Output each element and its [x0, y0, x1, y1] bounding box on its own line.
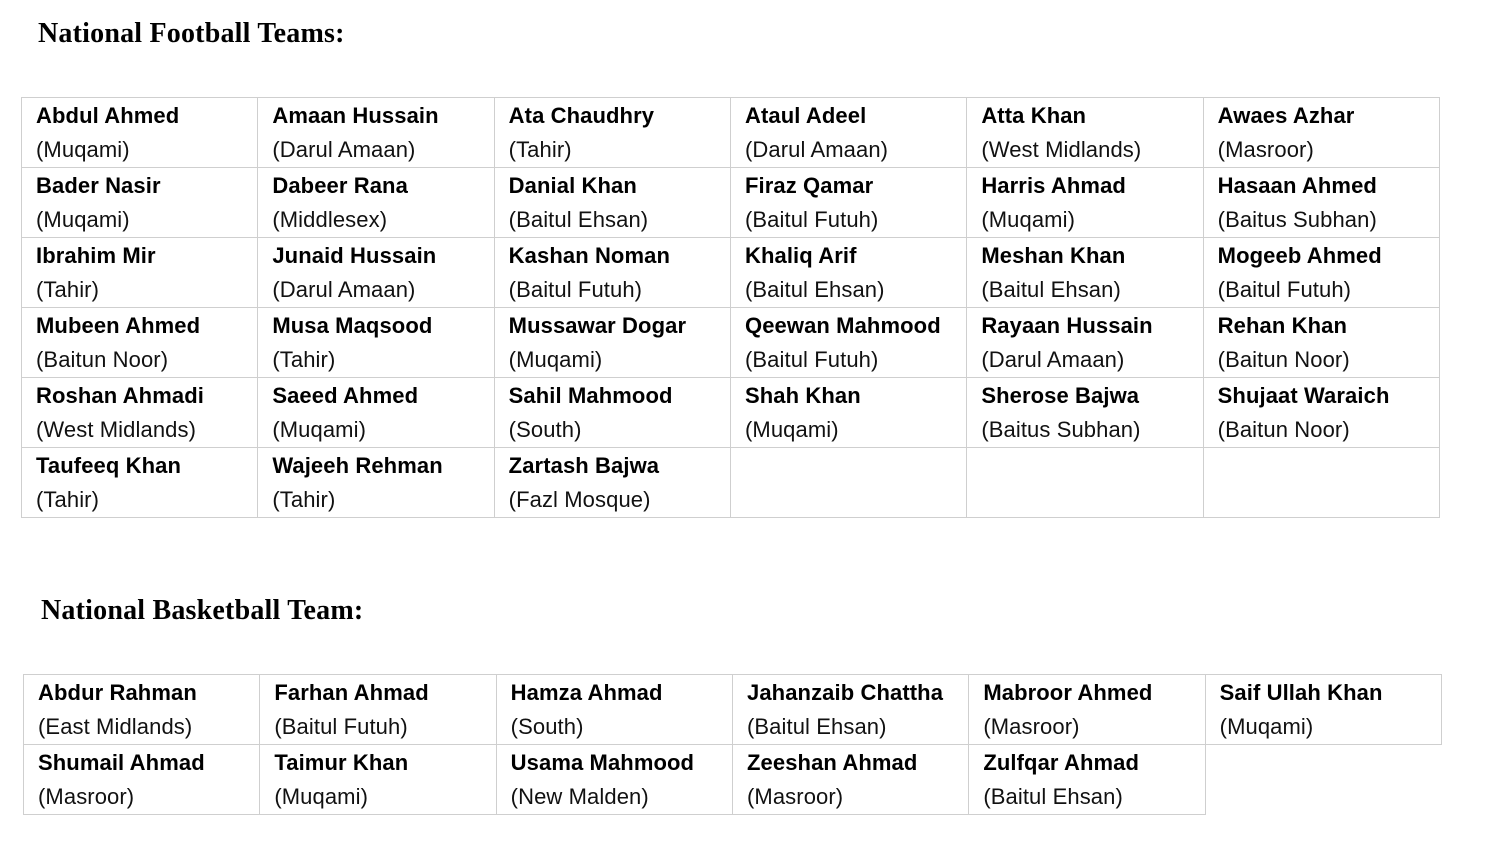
player-cell [258, 168, 494, 238]
player-cell [1203, 168, 1439, 238]
empty-cell [1205, 745, 1441, 815]
player-cell [260, 745, 496, 815]
player-name: Awaes Azhar [1217, 103, 1355, 128]
player-name: Sahil Mahmood [508, 383, 673, 408]
player-cell [22, 98, 258, 168]
player-cell [494, 448, 730, 518]
player-name: Mussawar Dogar [508, 313, 687, 338]
player-branch: (Baitul Ehsan) [746, 714, 887, 739]
table-row [22, 238, 1440, 308]
player-cell [730, 308, 966, 378]
player-name: Qeewan Mahmood [744, 313, 941, 338]
player-name: Hamza Ahmad [510, 680, 663, 705]
player-branch: (Baitun Noor) [1217, 417, 1350, 442]
player-name: Roshan Ahmadi [36, 383, 204, 408]
player-cell [258, 98, 494, 168]
player-name: Atta Khan [981, 103, 1087, 128]
player-branch: (Muqami) [508, 347, 603, 372]
player-branch: (Baitul Ehsan) [508, 207, 649, 232]
player-branch: (Muqami) [36, 207, 130, 232]
player-branch: (Baitul Ehsan) [744, 277, 885, 302]
player-name: Ataul Adeel [744, 103, 867, 128]
player-name: Mabroor Ahmed [983, 680, 1153, 705]
blank-cell [1203, 448, 1439, 518]
player-branch: (Middlesex) [272, 207, 388, 232]
football-teams-heading: National Football Teams: [38, 18, 345, 49]
player-name: Saif Ullah Khan [1219, 680, 1383, 705]
player-name: Shujaat Waraich [1217, 383, 1390, 408]
player-name: Abdur Rahman [38, 680, 197, 705]
player-name: Musa Maqsood [272, 313, 433, 338]
player-branch: (South) [508, 417, 582, 442]
player-branch: (Fazl Mosque) [508, 487, 651, 512]
player-cell [730, 238, 966, 308]
player-cell [494, 238, 730, 308]
player-name: Zeeshan Ahmad [746, 750, 918, 775]
player-cell [258, 308, 494, 378]
player-cell [1205, 675, 1441, 745]
player-cell [258, 378, 494, 448]
player-branch: (Tahir) [272, 347, 336, 372]
player-cell [24, 675, 260, 745]
player-name: Firaz Qamar [744, 173, 874, 198]
player-cell [1203, 98, 1439, 168]
basketball-team-heading: National Basketball Team: [41, 595, 364, 626]
player-name: Rehan Khan [1217, 313, 1347, 338]
table-row [22, 448, 1440, 518]
player-name: Wajeeh Rehman [272, 453, 443, 478]
player-cell [730, 168, 966, 238]
player-cell [22, 378, 258, 448]
player-name: Shumail Ahmad [38, 750, 205, 775]
player-branch: (Masroor) [746, 784, 844, 809]
player-cell [967, 378, 1203, 448]
player-cell [22, 168, 258, 238]
table-row [24, 675, 1442, 745]
player-branch: (Masroor) [983, 714, 1080, 739]
player-name: Saeed Ahmed [272, 383, 419, 408]
player-branch: (Muqami) [36, 137, 130, 162]
player-cell [22, 448, 258, 518]
player-branch: (Muqami) [272, 417, 367, 442]
player-name: Shah Khan [744, 383, 861, 408]
player-name: Ibrahim Mir [36, 243, 156, 268]
player-branch: (Tahir) [36, 487, 100, 512]
blank-cell [967, 448, 1203, 518]
player-cell [730, 98, 966, 168]
player-cell [494, 168, 730, 238]
player-cell [496, 745, 732, 815]
player-name: Mubeen Ahmed [36, 313, 201, 338]
player-name: Sherose Bajwa [981, 383, 1140, 408]
player-branch: (Masroor) [38, 784, 135, 809]
player-branch: (South) [510, 714, 584, 739]
player-branch: (Baitul Futuh) [1217, 277, 1352, 302]
player-branch: (New Malden) [510, 784, 649, 809]
player-branch: (Muqami) [981, 207, 1076, 232]
table-row [24, 745, 1442, 815]
player-name: Bader Nasir [36, 173, 161, 198]
player-branch: (Baitus Subhan) [981, 417, 1141, 442]
player-branch: (Baitus Subhan) [1217, 207, 1377, 232]
player-cell [1203, 378, 1439, 448]
player-name: Jahanzaib Chattha [746, 680, 944, 705]
player-branch: (Muqami) [744, 417, 839, 442]
player-name: Ata Chaudhry [508, 103, 655, 128]
player-branch: (Masroor) [1217, 137, 1314, 162]
player-branch: (Muqami) [1219, 714, 1314, 739]
player-cell [732, 745, 968, 815]
player-name: Dabeer Rana [272, 173, 408, 198]
player-name: Usama Mahmood [510, 750, 695, 775]
player-branch: (Darul Amaan) [981, 347, 1125, 372]
player-branch: (Darul Amaan) [272, 277, 416, 302]
player-branch: (West Midlands) [981, 137, 1142, 162]
player-cell [967, 308, 1203, 378]
player-name: Kashan Noman [508, 243, 671, 268]
player-cell [494, 308, 730, 378]
player-name: Khaliq Arif [744, 243, 857, 268]
player-name: Abdul Ahmed [36, 103, 180, 128]
player-branch: (West Midlands) [36, 417, 197, 442]
player-branch: (Baitun Noor) [1217, 347, 1350, 372]
player-cell [496, 675, 732, 745]
player-name: Amaan Hussain [272, 103, 439, 128]
player-branch: (Darul Amaan) [272, 137, 416, 162]
player-name: Hasaan Ahmed [1217, 173, 1377, 198]
player-cell [1203, 308, 1439, 378]
player-cell [730, 378, 966, 448]
player-branch: (Baitul Ehsan) [981, 277, 1121, 302]
player-name: Taufeeq Khan [36, 453, 182, 478]
table-row [22, 98, 1440, 168]
player-cell [22, 308, 258, 378]
player-name: Farhan Ahmad [274, 680, 429, 705]
player-branch: (Tahir) [36, 277, 100, 302]
player-cell [967, 98, 1203, 168]
player-cell [732, 675, 968, 745]
player-cell [967, 238, 1203, 308]
player-name: Meshan Khan [981, 243, 1126, 268]
player-cell [258, 238, 494, 308]
player-branch: (Baitul Futuh) [744, 347, 879, 372]
player-cell [967, 168, 1203, 238]
player-name: Junaid Hussain [272, 243, 437, 268]
player-name: Danial Khan [508, 173, 637, 198]
player-branch: (Baitul Futuh) [274, 714, 408, 739]
table-row [22, 308, 1440, 378]
player-cell [1203, 238, 1439, 308]
player-branch: (Baitun Noor) [36, 347, 169, 372]
player-name: Taimur Khan [274, 750, 409, 775]
player-branch: (East Midlands) [38, 714, 193, 739]
player-branch: (Baitul Futuh) [744, 207, 879, 232]
player-cell [22, 238, 258, 308]
player-branch: (Darul Amaan) [744, 137, 889, 162]
football-roster-table [21, 97, 1440, 518]
player-name: Zulfqar Ahmad [983, 750, 1140, 775]
player-cell [260, 675, 496, 745]
player-branch: (Baitul Ehsan) [983, 784, 1123, 809]
blank-cell [730, 448, 966, 518]
player-cell [969, 745, 1205, 815]
basketball-roster-table [23, 674, 1442, 815]
player-name: Zartash Bajwa [508, 453, 660, 478]
player-branch: (Muqami) [274, 784, 369, 809]
player-branch: (Baitul Futuh) [508, 277, 643, 302]
player-cell [494, 98, 730, 168]
player-branch: (Tahir) [272, 487, 336, 512]
player-name: Rayaan Hussain [981, 313, 1153, 338]
player-cell [969, 675, 1205, 745]
table-row [22, 168, 1440, 238]
player-cell [258, 448, 494, 518]
player-branch: (Tahir) [508, 137, 572, 162]
table-row [22, 378, 1440, 448]
player-name: Harris Ahmad [981, 173, 1126, 198]
player-cell [494, 378, 730, 448]
player-name: Mogeeb Ahmed [1217, 243, 1382, 268]
player-cell [24, 745, 260, 815]
